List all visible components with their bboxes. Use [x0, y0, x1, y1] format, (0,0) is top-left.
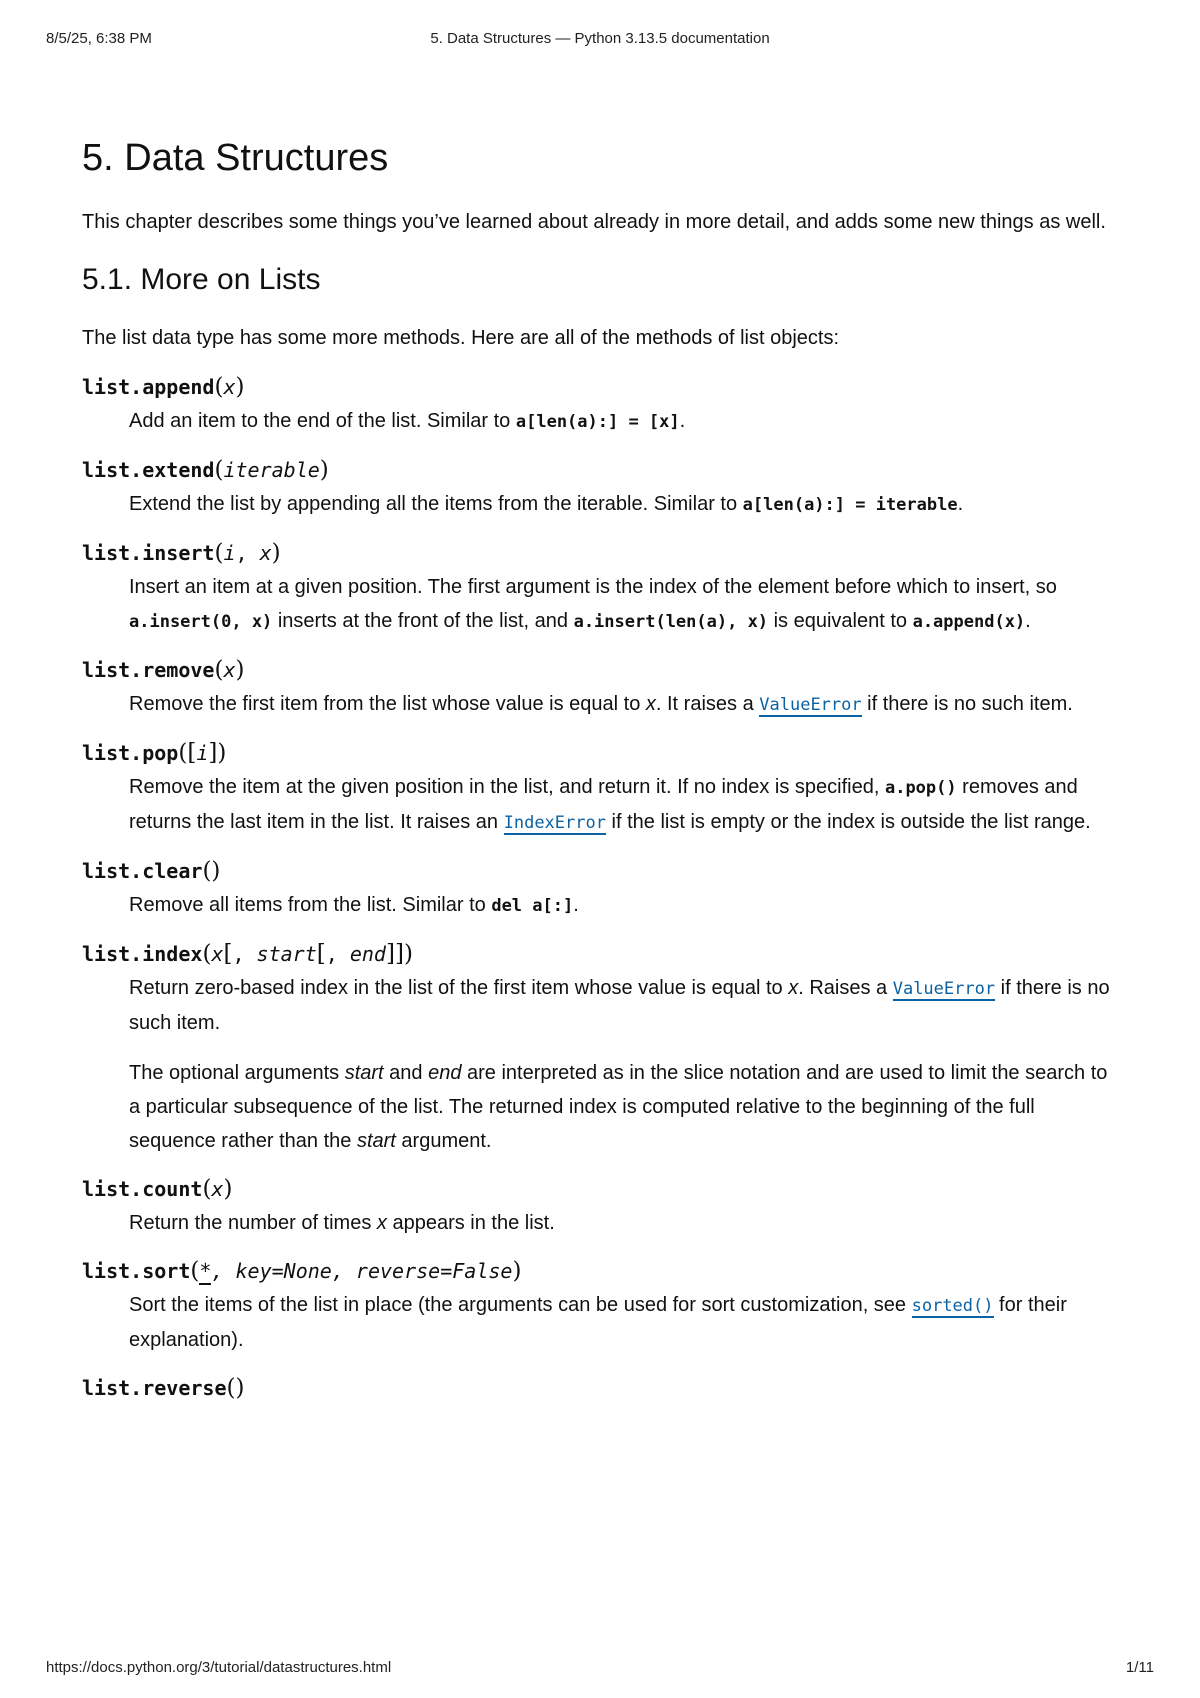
method-extend: [82, 456, 1122, 522]
method-insert: [82, 539, 1122, 639]
method-signature: list.reverse(): [82, 1375, 245, 1401]
method-description: Return zero-based index in the list of the first item whose value is equal to x. Raises a ValueError if there is no such item. The optional arguments start and end are interpreted as in the slice notation and are used to limit the search to a particular subsequence of the list. The returned index is computed relative to the beginning of the full sequence rather than the start argument.: [129, 977, 1110, 1152]
method-signature: list.append(x): [82, 374, 245, 400]
valueerror-link[interactable]: ValueError: [892, 979, 996, 999]
keyword-only-marker-link[interactable]: *: [199, 1259, 212, 1283]
method-signature: list.count(x): [82, 1176, 233, 1202]
method-description: Remove all items from the list. Similar to del a[:].: [129, 894, 579, 916]
method-pop: [82, 739, 1122, 840]
lead-paragraph: The list data type has some more methods. Here are all of the methods of list objects:: [82, 327, 840, 349]
method-description: Return the number of times x appears in the list.: [129, 1212, 555, 1234]
sorted-link[interactable]: sorted(): [911, 1296, 994, 1316]
method-clear: [82, 857, 1122, 923]
method-remove: [82, 656, 1122, 722]
method-signature: list.index(x[, start[, end]]): [82, 941, 413, 967]
method-signature: list.insert(i, x): [82, 540, 281, 566]
method-index: [82, 940, 1122, 1158]
method-signature: list.clear(): [82, 858, 221, 884]
method-count: [82, 1175, 1122, 1240]
method-signature: list.sort(*, key=None, reverse=False): [82, 1258, 522, 1284]
section-heading-more-on-lists: 5.1. More on Lists: [82, 263, 321, 296]
main-content: [82, 135, 1122, 1419]
method-signature: list.pop([i]): [82, 740, 227, 766]
intro-paragraph: This chapter describes some things you’ve learned about already in more detail, and adds some new things as well.: [82, 211, 1106, 233]
indexerror-link[interactable]: IndexError: [503, 813, 606, 833]
method-description: Remove the first item from the list whose value is equal to x. It raises a ValueError if there is no such item.: [129, 693, 1073, 715]
print-url: https://docs.python.org/3/tutorial/datastructures.html: [46, 1659, 392, 1676]
method-description: Add an item to the end of the list. Similar to a[len(a):] = [x].: [129, 410, 686, 432]
method-append: [82, 373, 1122, 439]
print-datetime: 8/5/25, 6:38 PM: [46, 30, 152, 47]
method-reverse: [82, 1374, 1122, 1402]
page-title: 5. Data Structures: [82, 137, 389, 179]
method-description: Extend the list by appending all the items from the iterable. Similar to a[len(a):] = iterable.: [129, 493, 964, 515]
method-signature: list.remove(x): [82, 657, 245, 683]
method-description: Remove the item at the given position in the list, and return it. If no index is specified, a.pop() removes and returns the last item in the list. It raises an IndexError if the list is empty or the index is outside the list range.: [129, 776, 1091, 833]
print-page-number: 1/11: [1125, 1659, 1154, 1676]
method-description: Insert an item at a given position. The first argument is the index of the element before which to insert, so a.insert(0, x) inserts at the front of the list, and a.insert(len(a), x) is equivalent to a.append(x).: [129, 576, 1057, 632]
print-page-title: 5. Data Structures — Python 3.13.5 documentation: [430, 30, 770, 47]
method-description: Sort the items of the list in place (the arguments can be used for sort customization, see sorted() for their explanation).: [129, 1294, 1067, 1351]
method-signature: list.extend(iterable): [82, 457, 329, 483]
valueerror-link[interactable]: ValueError: [759, 695, 862, 715]
method-sort: [82, 1257, 1122, 1357]
